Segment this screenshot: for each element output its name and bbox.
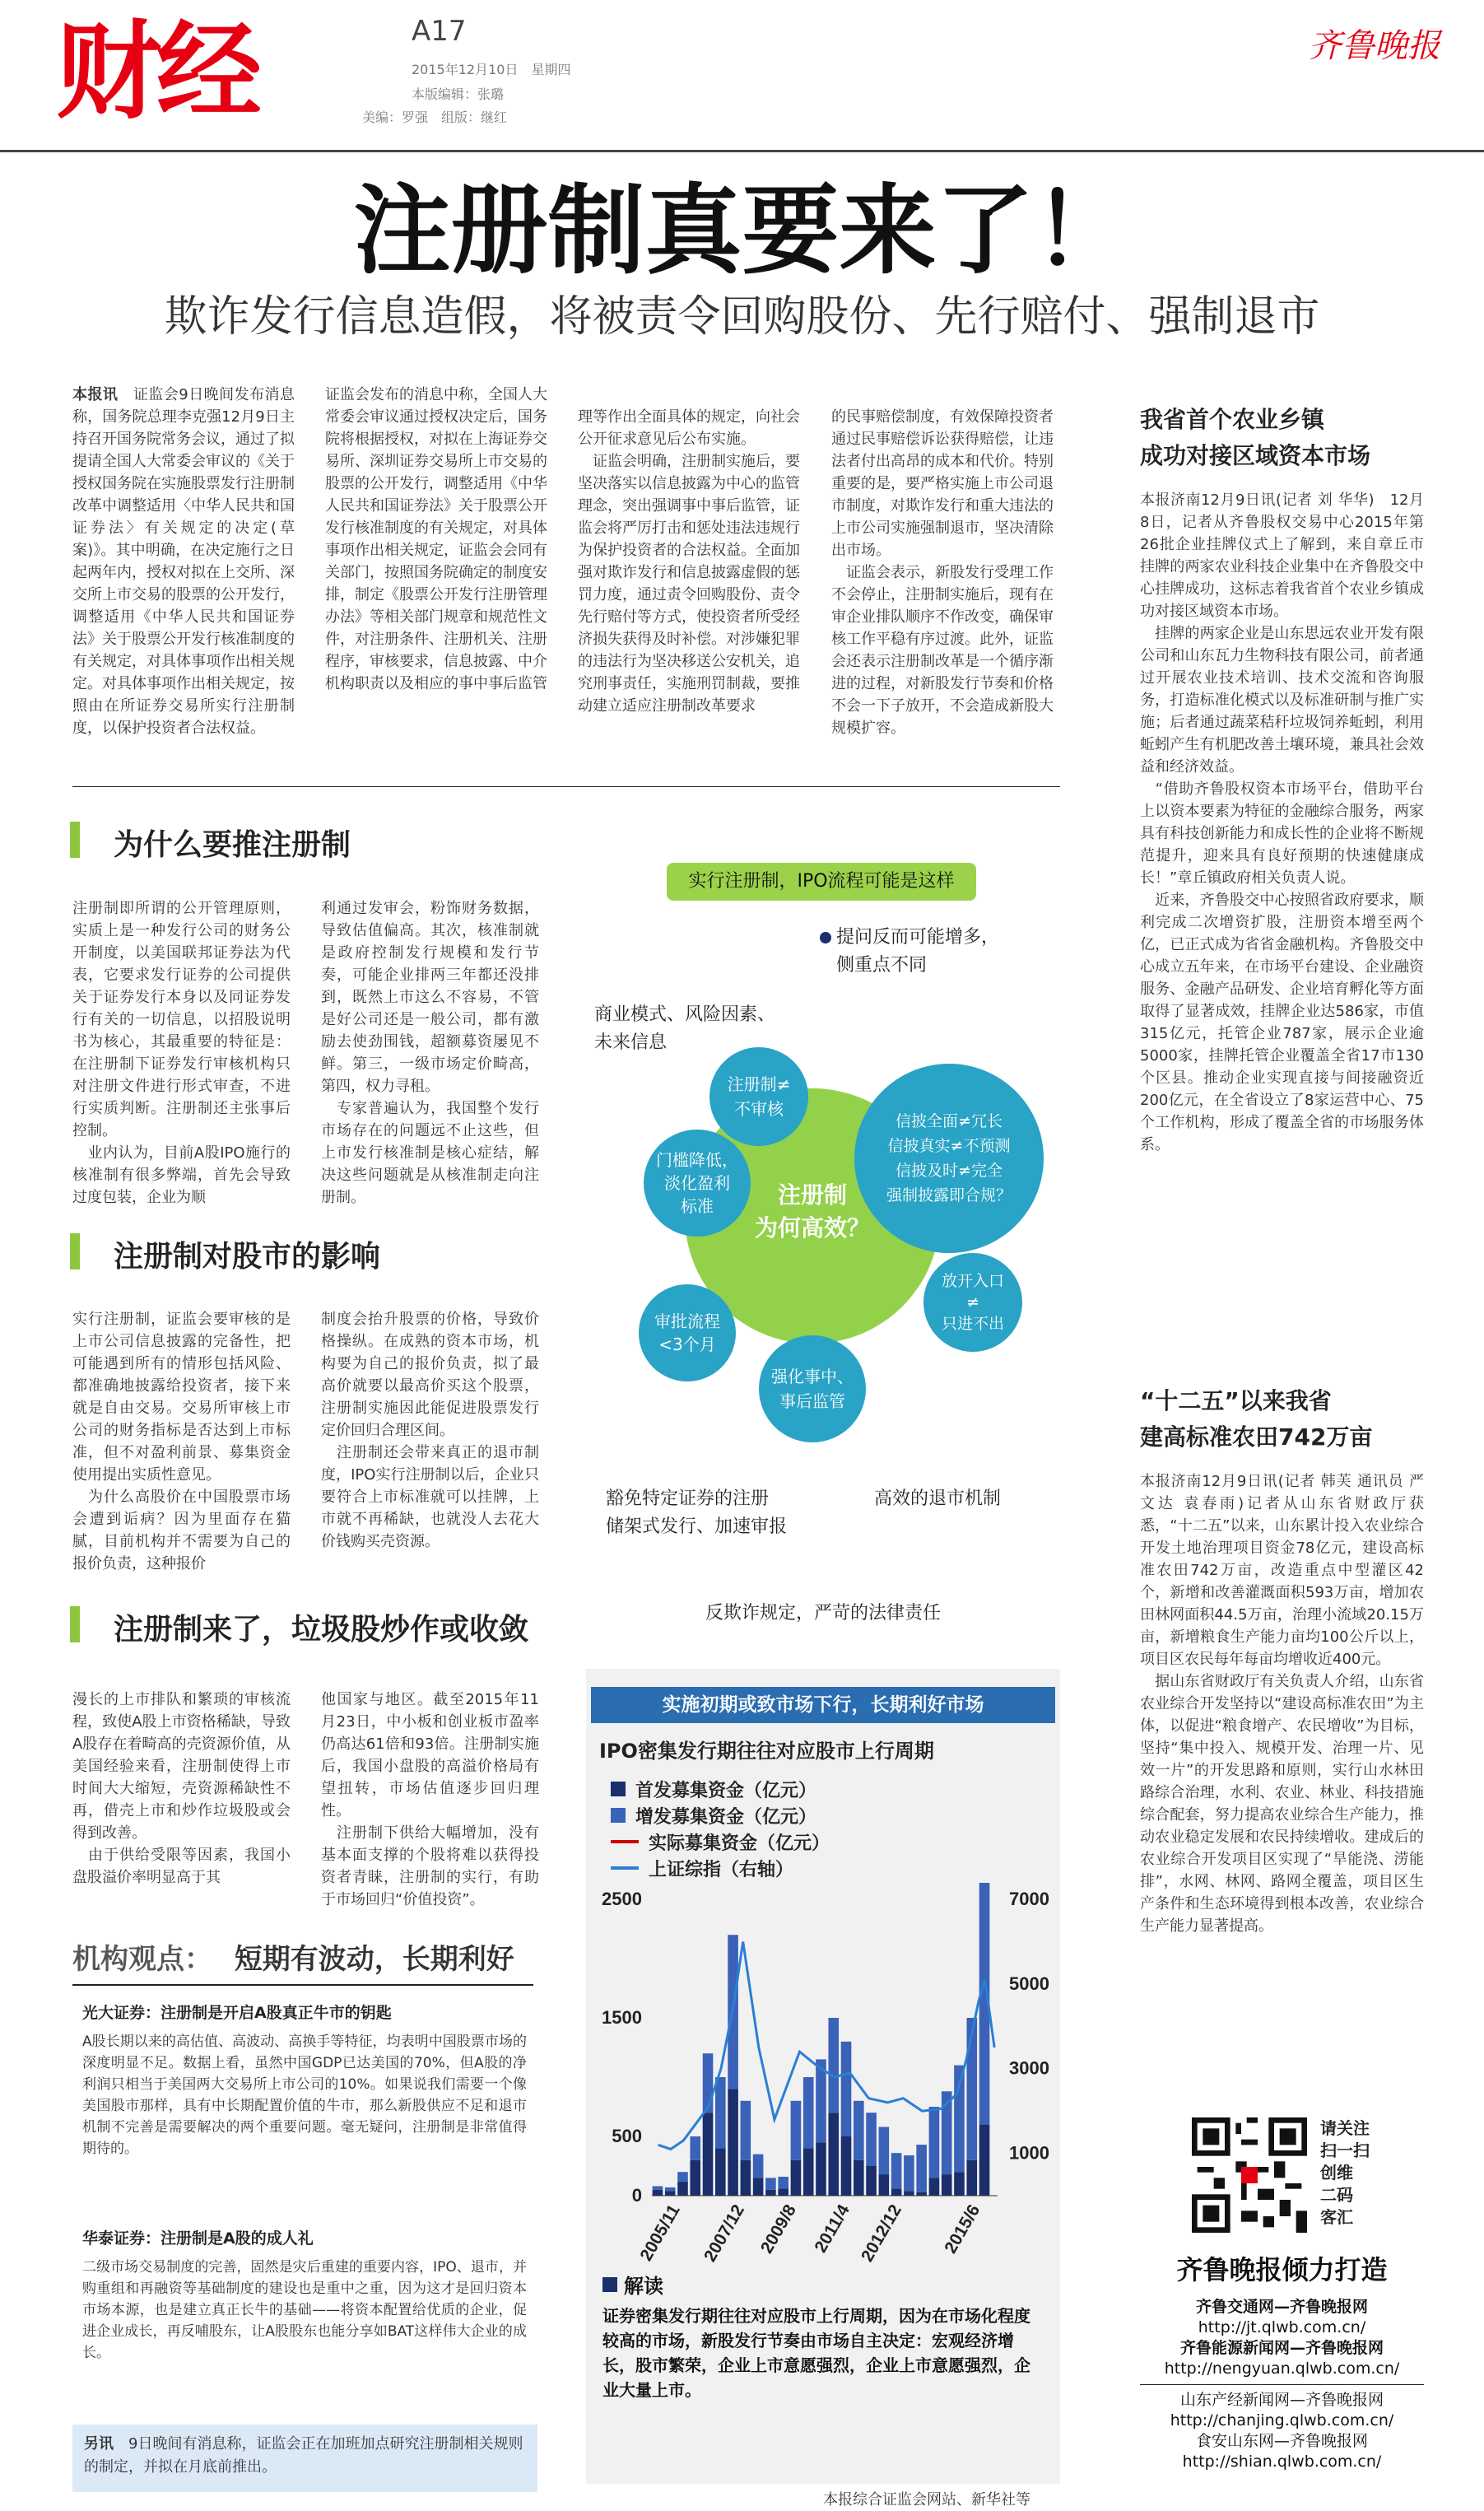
x-axis-tick: 2012/12 (857, 2201, 905, 2266)
notes-heading (602, 2270, 1044, 2299)
seo-bar (803, 2077, 814, 2148)
seo-bar (866, 2113, 877, 2166)
notes-heading-text: 解读 (624, 2275, 663, 2298)
section-3-marker (70, 1606, 80, 1642)
seo-bar (879, 2127, 890, 2174)
ipo-bar (879, 2174, 890, 2196)
section-3-col-1 (72, 1666, 291, 1889)
lead-col-1 (72, 384, 295, 739)
sponsor-link-2-name: 齐鲁能源新闻网—齐鲁晚报网 (1179, 2339, 1384, 2357)
legend-actual (611, 1829, 830, 1855)
right-axis-tick: 3000 (1009, 2057, 1049, 2079)
opinion-1-body: A股长期以来的高估值、高波动、高换手等特征，均表明中国股票市场的深度明显不足。数据上看，虽然中国GDP已达美国的70%，但A股的净利润只相当于美国两大交易所上市公司的10%。如果说我们需要一个像美国股市那样，具有中长期配置价值的牛市，那么新股供应不足和退市机制不完善是需要解决的两个重要问题。毫无疑问，注册制是非常值得期待的。 (82, 2033, 527, 2157)
seo-bar (904, 2155, 914, 2191)
seo-bar (854, 2101, 864, 2160)
section-2-marker (70, 1233, 80, 1269)
sidebar-story-1-body: 本报济南12月9日讯(记者 刘 华华) 12月8日，记者从齐鲁股权交易中心2015年第26批企业挂牌仪式上了解到，来自章丘市挂牌的两家农业科技企业集中在齐鲁股交中心挂牌成功，这标志着我省首个农业乡镇成功对接区域资本市场。 挂牌的两家企业是山东思远农业开发有限公司和山东瓦力生物科技有限公司，前者通过开展农业技术培训、技术交流和咨询服务，打造标准化模式以及标准研制与推广实施；后者通过蔬菜秸秆垃圾饲养蚯蚓，利用蚯蚓产生有机肥改善土壤环境，兼具社会效益和经济效益。 “借助齐鲁股权资本市场平台，借助平台上以资本要素为特征的金融综合服务，两家具有科技创新能力和成长性的企业将不断规范提升，迎来具有良好预期的快速健康成长！”章丘镇政府相关负责人说。 近来，齐鲁股交中心按照省政府要求，顺利完成二次增资扩股，注册资本增至两个亿，已正式成为省省金融机构。齐鲁股交中心成立五年来，在市场平台建设、企业融资服务、金融产品研发、企业培育孵化等方面取得了显著成效，挂牌企业达586家，市值315亿元，托管企业787家，展示企业逾5000家，挂牌托管企业覆盖全省17市130个区县。推动企业实现直接与间接融资近200亿元，在全省设立了8家运营中心、75个工作机构，形成了覆盖全省的市场服务体系。 (1140, 491, 1424, 1153)
qr-caption: 请关注 扫一扫 创维 二码 客汇 (1320, 2118, 1370, 2227)
legend-seo-label: 增发募集资金（亿元） (635, 1806, 817, 1828)
seo-bar (765, 2178, 776, 2189)
ipo-bar (816, 2142, 826, 2196)
lead-dateline: 本报讯 (72, 386, 119, 403)
sidebar-story-1 (1140, 402, 1424, 1156)
ipo-bar (904, 2191, 914, 2196)
seo-bar (677, 2172, 688, 2182)
chart-subtitle: IPO密集发行期往往对应股市上行周期 (599, 1740, 934, 1763)
ipo-bar (854, 2160, 864, 2196)
right-axis-tick: 7000 (1009, 1889, 1049, 1909)
legend-actual-swatch (611, 1840, 639, 1843)
lead-col-3 (578, 384, 800, 717)
sponsor-link-1[interactable] (1140, 2297, 1424, 2338)
page-number: A17 (412, 15, 467, 48)
seo-bar (778, 2177, 789, 2188)
chart-legend (611, 1776, 830, 1881)
masthead (0, 0, 1484, 156)
notes-heading-marker (602, 2277, 617, 2292)
opinion-1 (82, 2001, 527, 2159)
subheadline: 欺诈发行信息造假，将被责令回购股份、先行赔付、强制退市 (164, 292, 1320, 342)
ipo-bar (741, 2160, 751, 2196)
seo-bar (891, 2153, 902, 2188)
ipo-bar (966, 2160, 977, 2196)
opinion-2-body: 二级市场交易制度的完善，固然是灾后重建的重要内容，IPO、退市，并购重组和再融资等基础制度的建设也是重中之重，因为这才是回归资本市场本源，也是建立真正长牛的基础——将资本配置给优质的企业，促进企业成长，再反哺股东，让A股股东也能分享如BAT这样伟大企业的成长。 (82, 2259, 527, 2361)
opinions-title: 短期有波动，长期利好 (234, 1943, 514, 1976)
ipo-bar (715, 2148, 726, 2196)
seo-bar (828, 2018, 839, 2113)
center-label: 注册制 为何高效？ (754, 1181, 870, 1242)
seo-bar (653, 2186, 663, 2189)
note-box (72, 2425, 537, 2492)
opinion-1-head: 光大证券：注册制是开启A股真正牛市的钥匙 (82, 2004, 392, 2022)
opinions-heading (72, 1936, 514, 1977)
ipo-bar (866, 2166, 877, 2196)
seo-bar (929, 2107, 940, 2178)
issue-date: 2015年12月10日 星期四 (412, 62, 571, 77)
x-axis-tick: 2015/6 (941, 2201, 984, 2257)
seo-bar (741, 2101, 751, 2160)
top-note-pin-icon (820, 932, 831, 943)
right-axis-tick: 1000 (1009, 2142, 1049, 2164)
ipo-bar (728, 2089, 738, 2196)
sponsor-link-2-url: http://nengyuan.qlwb.com.cn/ (1164, 2360, 1400, 2378)
ipo-bar (929, 2178, 940, 2196)
x-axis-tick: 2009/8 (756, 2201, 800, 2257)
sponsor-link-1-name: 齐鲁交通网—齐鲁晚报网 (1195, 2298, 1368, 2316)
sponsor-link-2[interactable] (1140, 2338, 1424, 2379)
lead-col-2 (325, 384, 547, 695)
sponsor-link-3-url: http://chanjing.qlwb.com.cn/ (1170, 2411, 1394, 2429)
sponsor-link-4-url: http://shian.qlwb.com.cn/ (1182, 2453, 1382, 2471)
bubble-approval: 审批流程 <3个月 (639, 1284, 736, 1381)
seo-bar (916, 2145, 927, 2192)
section-3-col-2 (321, 1666, 539, 1911)
legend-ipo-label: 首发募集资金（亿元） (635, 1780, 817, 1801)
note-label: 另讯 (84, 2435, 114, 2453)
bubble-exit: 放开入口 ≠ 只进不出 (923, 1253, 1022, 1352)
bottom-left-note: 豁免特定证券的注册 储架式发行、加速审报 (606, 1488, 788, 1537)
seo-bar (753, 2155, 764, 2178)
infographic-footer: 反欺诈规定，严苛的法律责任 (705, 1603, 941, 1624)
section-2-col-1 (72, 1286, 291, 1575)
ipo-bar (791, 2160, 802, 2196)
lead-text-4: 的民事赔偿制度，有效保障投资者通过民事赔偿诉讼获得赔偿，让违法者付出高昂的成本和代价。特别重要的是，要严格实施上市公司退市制度，对欺诈发行和重大违法的上市公司实施强制退市，坚决清除出市场。 证监会表示，新股发行受理工作不会停止，注册制实施后，现有在审企业排队顺序不作改变，确保审核工作平稳有序过渡。此外，证监会还表示注册制改革是一个循序渐进的过程，对新股发行节奏和价格不会一下子放开，不会造成新股大规模扩容。 (831, 408, 1054, 737)
sidebar-story-2-body: 本报济南12月9日讯(记者 韩芙 通讯员 严文达 袁春雨)记者从山东省财政厅获悉，“十二五”以来，山东累计投入农业综合开发土地治理项目资金78亿元，建设高标准农田742万亩，改造重点中型灌区42个，新增和改善灌溉面积593万亩，增加农田林网面积44.5万亩，治理小流域20.15万亩，新增粮食生产能力亩均100公斤以上，项目区农民每年每亩均增收近400元。 据山东省财政厅有关负责人介绍，山东省农业综合开发坚持以“建设高标准农田”为主体，以促进“粮食增产、农民增收”为目标，坚持“集中投入、规模开发、治理一片、见效一片”的开发思路和原则，实行山水林田路综合治理，水利、农业、林业、科技措施综合配套，努力提高农业综合生产能力，推动农业稳定发展和农民持续增收。建成后的农业综合开发项目区实现了“旱能浇、涝能排”，水网、林网、路网全覆盖，项目区生产条件和生态环境得到根本改善，农业综合生产能力显著提高。 (1140, 1473, 1424, 1935)
opinions-rule (72, 1984, 533, 1986)
ipo-bar (942, 2174, 952, 2196)
sponsor-links (1140, 2297, 1424, 2472)
ipo-bar (653, 2190, 663, 2196)
sponsor-link-3-name: 山东产经新闻网—齐鲁晚报网 (1179, 2391, 1384, 2409)
opinion-2 (82, 2226, 527, 2364)
headline: 注册制真要来了！ (353, 174, 1131, 287)
sponsor-link-3[interactable] (1140, 2390, 1424, 2431)
bubble-threshold: 门槛降低， 淡化盈利 标准 (644, 1130, 751, 1237)
chart-notes (602, 2270, 1044, 2402)
qr-code (1192, 2117, 1307, 2233)
x-axis-tick: 2011/4 (811, 2201, 854, 2257)
ipo-bar (778, 2188, 789, 2196)
ipo-bar (841, 2136, 852, 2196)
section-2-text-1: 实行注册制，证监会要审核的是上市公司信息披露的完备性，把可能遇到所有的情形包括风险、都准确地披露给投资者，接下来就是自由交易。交易所审核上市公司的财务指标是否达到上市标准，但不对盈利前景、募集资金使用提出实质性意见。 为什么高股价在中国股票市场会遭到诟病？因为里面存在猫腻，目前机构并不需要为自己的报价负责，这种报价 (72, 1311, 291, 1572)
section-3-text-1: 漫长的上市排队和繁琐的审核流程，致使A股上市资格稀缺，导致A股存在着畸高的壳资源价值，从美国经验来看，注册制使得上市时间大大缩短，壳资源稀缺性不再，借壳上市和炒作垃圾股或会得到改善。 由于供给受限等因素，我国小盘股溢价率明显高于其 (72, 1691, 291, 1886)
sponsor-rule (1140, 2384, 1424, 2385)
ipo-bar (828, 2113, 839, 2196)
legend-actual-label: 实际募集资金（亿元） (649, 1833, 830, 1854)
design-credit: 美编：罗强 组版：继红 (362, 109, 508, 125)
bubble-registration: 注册制≠ 不审核 (709, 1047, 808, 1146)
ipo-bar (753, 2178, 764, 2196)
sidebar-story-2 (1140, 1383, 1424, 1937)
section-2-text-2: 制度会抬升股票的价格，导致价格操纵。在成熟的资本市场，机构要为自己的报价负责，拟了最高价就要以最高价买这个股票，注册制实施因此能促进股票发行定价回归合理区间。 注册制还会带来真正的退市制度，IPO实行注册制以后，企业只要符合上市标准就可以挂牌，上市就不再稀缺，也就没人去花大价钱购买壳资源。 (321, 1311, 539, 1550)
sidebar-story-2-title: “十二五”以来我省 建高标准农田742万亩 (1140, 1387, 1373, 1451)
chart-panel (586, 1669, 1060, 2484)
opinion-2-head: 华泰证券：注册制是A股的成人礼 (82, 2229, 314, 2248)
ipo-bar (916, 2192, 927, 2196)
section-1-heading: 为什么要推注册制 (114, 828, 351, 862)
bubble-disclosure: 信披全面≠冗长 信披真实≠不预测 信披及时≠完全 强制披露即合规？ (854, 1064, 1044, 1253)
bottom-right-note: 高效的退市机制 (874, 1488, 1002, 1509)
section-1-marker (70, 822, 80, 858)
lead-col-4 (831, 384, 1054, 739)
ipo-bar (677, 2182, 688, 2196)
lead-text-2: 证监会发布的消息中称，全国人大常委会审议通过授权决定后，国务院将根据授权，对拟在上海证券交易所、深圳证券交易所上市交易的股票的公开发行，调整适用《中华人民共和国证券法》关于股票公开发行核准制度的有关规定，对具体事项作出相关规定，证监会会同有关部门，按照国务院确定的制度安排，制定《股票公开发行注册管理办法》等相关部门规章和规范性文件，对注册条件、注册机关、注册程序，审核要求，信息披露、中介机构职责以及相应的事中事后监管 (325, 386, 547, 692)
lead-text-1: 证监会9日晚间发布消息称，国务院总理李克强12月9日主持召开国务院常务会议，通过了拟提请全国人大常委会审议的《关于授权国务院在实施股票发行注册制改革中调整适用〈中华人民共和国证券法〉有关规定的决定(草案)》。其中明确，在决定施行之日起两年内，授权对拟在上交所、深交所上市交易的股票的公开发行，调整适用《中华人民共和国证券法》关于股票公开发行核准制度的有关规定，对具体事项作出相关规定。对具体事项作出相关规定，按照由在所证券交易所实行注册制度，以保护投资者合法权益。 (72, 386, 295, 737)
top-note: 提问反而可能增多， 侧重点不同 (836, 927, 1000, 976)
bubble-supervision: 强化事中、 事后监管 (759, 1335, 866, 1442)
seo-bar (690, 2136, 700, 2160)
left-axis-tick: 0 (631, 2185, 642, 2206)
infographic-banner: 实行注册制，IPO流程可能是这样 (667, 863, 976, 901)
section-3-heading: 注册制来了，垃圾股炒作或收敛 (114, 1613, 529, 1647)
chart-title: 实施初期或致市场下行，长期利好市场 (591, 1687, 1055, 1723)
seo-bar (791, 2101, 802, 2160)
masthead-rule (0, 150, 1484, 152)
section-1-col-2 (321, 875, 539, 1209)
ipo-bar (765, 2190, 776, 2196)
sponsor-link-4-name: 食安山东网—齐鲁晚报网 (1195, 2432, 1368, 2450)
legend-index-label: 上证综指（右轴） (649, 1859, 794, 1880)
infographic (586, 841, 1060, 1644)
note-text: 9日晚间有消息称，证监会正在加班加点研究注册制相关规则的制定，并拟在月底前推出。 (84, 2435, 523, 2476)
opinions-label: 机构观点： (72, 1943, 212, 1976)
sponsor-title: 齐鲁晚报倾力打造 (1176, 2254, 1388, 2285)
legend-ipo-swatch (611, 1782, 626, 1796)
left-note: 商业模式、风险因素、 未来信息 (594, 1004, 776, 1053)
sponsor-link-1-url: http://jt.qlwb.com.cn/ (1198, 2318, 1366, 2336)
section-2-heading: 注册制对股市的影响 (114, 1240, 381, 1274)
x-axis-tick: 2005/11 (636, 2201, 684, 2265)
lead-text-3: 理等作出全面具体的规定，向社会公开征求意见后公布实施。 证监会明确，注册制实施后，要坚决落实以信息披露为中心的监管理念，突出强调事中事后监管，证监会将严厉打击和惩处违法违规行为保护投资者的合法权益。全面加强对欺诈发行和信息披露虚假的惩罚力度，通过责令回购股份、责令先行赔付等方式，使投资者所受经济损失获得及时补偿。对涉嫌犯罪的违法行为坚决移送公安机关，追究刑事责任，实施刑罚制裁，要推动建立适应注册制改革要求 (578, 408, 800, 715)
seo-bar (841, 2042, 852, 2136)
legend-seo-swatch (611, 1808, 626, 1823)
ipo-bar (803, 2148, 814, 2196)
notes-body: 证券密集发行期往往对应股市上行周期，因为在市场化程度较高的市场，新股发行节奏由市场自主决定：宏观经济增长，股市繁荣，企业上市意愿强烈，企业上市意愿强烈，企业大量上市。 (602, 2306, 1030, 2400)
ipo-bar (703, 2113, 714, 2196)
section-1-col-1 (72, 875, 291, 1209)
paper-logo: 齐鲁晚报 (1309, 27, 1440, 65)
chart-source: 本报综合证监会网站、新华社等 (823, 2491, 1030, 2509)
left-axis-tick: 500 (612, 2126, 642, 2146)
lead-bottom-rule (72, 786, 1060, 787)
ipo-bar (979, 2125, 990, 2196)
legend-ipo (611, 1776, 830, 1802)
sponsor-link-4[interactable] (1140, 2431, 1424, 2472)
left-axis-tick: 1500 (602, 2007, 642, 2028)
seo-bar (703, 2053, 714, 2113)
ipo-bar (954, 2172, 965, 2196)
section-1-text-2: 利通过发审会，粉饰财务数据，导致估值偏高。其次，核准制就是政府控制发行规模和发行节奏，可能企业排两三年都还没排到，既然上市这么不容易，不管是好公司还是一般公司，都有激励去使劲围钱，超额募资屡见不鲜。第三，一级市场定价畸高，第四，权力寻租。 专家普遍认为，我国整个发行市场存在的问题远不止这些，但上市发行核准制是核心症结，解决这些问题就是从核准制走向注册制。 (321, 900, 539, 1206)
ipo-bar (690, 2160, 700, 2196)
right-axis-tick: 5000 (1009, 1973, 1049, 1994)
legend-seo (611, 1802, 830, 1829)
editor-credit: 本版编辑：张璐 (412, 86, 505, 102)
section-2-col-2 (321, 1286, 539, 1553)
sidebar-story-1-title: 我省首个农业乡镇 成功对接区域资本市场 (1140, 406, 1371, 469)
ipo-bar (891, 2188, 902, 2196)
section-1-text-1: 注册制即所谓的公开管理原则，实质上是一种发行公司的财务公开制度，以美国联邦证券法为代表，它要求发行证券的公司提供关于证券发行本身以及同证券发行有关的一切信息，以招股说明书为核心，其最重要的特征是：在注册制下证券发行审核机构只对注册文件进行形式审查，不进行实质判断。注册制还主张事后控制。 业内认为，目前A股IPO施行的核准制有很多弊端，首先会导致过度包装，企业为顺 (72, 900, 291, 1206)
ipo-bar (665, 2191, 676, 2196)
x-axis-tick: 2007/12 (700, 2201, 748, 2266)
seo-bar (715, 2077, 726, 2148)
legend-index-swatch (611, 1866, 639, 1870)
left-axis-tick: 2500 (602, 1889, 642, 1909)
section-logo: 财经 (56, 10, 258, 133)
section-3-text-2: 他国家与地区。截至2015年11月23日，中小板和创业板市盈率仍高达61倍和93倍。注册制实施后，我国小盘股的高溢价格局有望扭转，市场估值逐步回归理性。 注册制下供给大幅增加，没有基本面支撑的个股将难以获得投资者青睐，注册制的实行，有助于市场回归“价值投资”。 (321, 1691, 539, 1908)
legend-index (611, 1855, 830, 1881)
seo-bar (665, 2187, 676, 2191)
